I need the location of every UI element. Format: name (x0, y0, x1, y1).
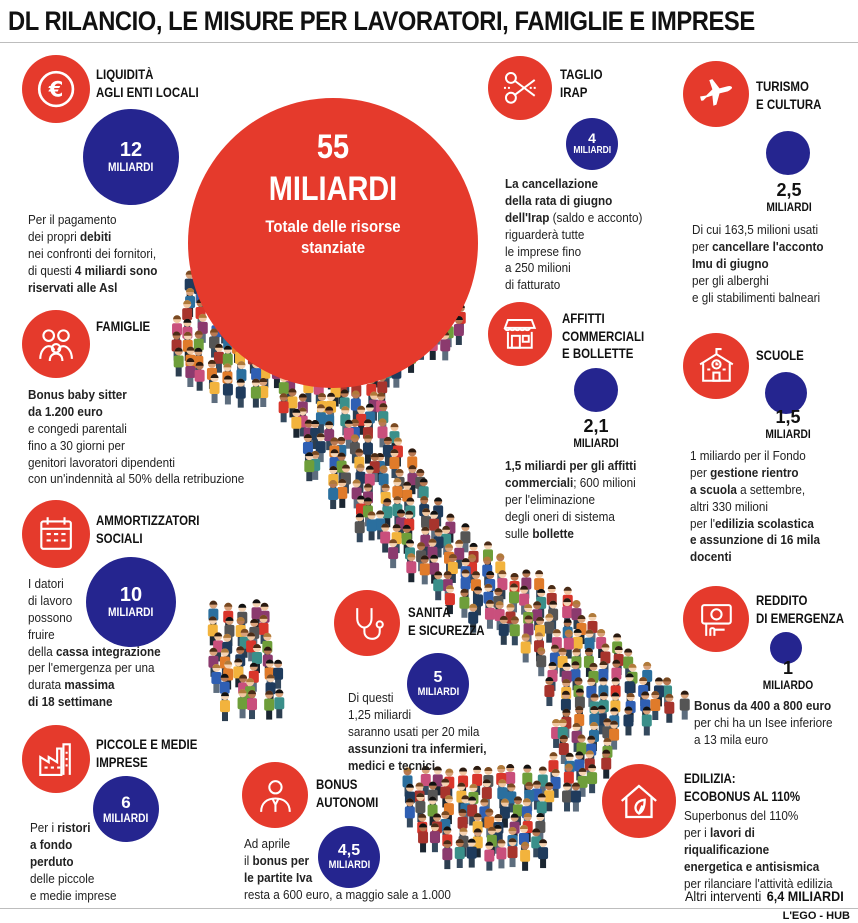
famiglie-title: FAMIGLIE (96, 319, 151, 334)
crowd-person (484, 842, 494, 871)
sanita-text: Di questi 1,25 miliardi saranno usati per 20 mila assunzioni tra infermieri, medici e tecnici (348, 690, 487, 773)
autonomi-title: BONUS AUTONOMI (316, 777, 379, 810)
crowd-person (650, 691, 660, 720)
crowd-person (609, 721, 619, 750)
svg-text:€: € (48, 76, 64, 102)
crowd-person (367, 511, 377, 540)
crowd-person (247, 690, 257, 719)
crowd-person (264, 691, 274, 720)
crowd-person (499, 616, 509, 645)
school-icon (683, 333, 749, 399)
reddito-text: Bonus da 400 a 800 euro per chi ha un Isee inferiore a 13 mila euro (694, 698, 833, 747)
pmi-amount-badge: 6 MILIARDI (93, 776, 159, 842)
crowd-person (355, 513, 365, 542)
crowd-person (495, 553, 505, 582)
pmi-text: Per i ristori a fondo perduto delle piccole e medie imprese (30, 820, 117, 903)
crowd-person (508, 838, 518, 867)
irap-title: TAGLIO IRAP (560, 67, 603, 100)
crowd-person (467, 796, 477, 825)
sanita-title: SANITÀ E SICUREZZA (408, 605, 485, 638)
reddito-amount: 1 MILIARDO (762, 658, 814, 692)
crowd-person (328, 480, 338, 509)
worker-icon (242, 762, 308, 828)
page-title: DL RILANCIO, LE MISURE PER LAVORATORI, FAMIGLIE E IMPRESE (8, 6, 755, 36)
turismo-text: Di cui 163,5 milioni usati per cancellare l'acconto Imu di giugno per gli alberghi e gli stabilimenti balneari (692, 222, 824, 305)
crowd-person (544, 677, 554, 706)
crowd-person (405, 798, 415, 827)
liquidita-text: Per il pagamento dei propri debiti nei confronti dei fornitori, di questi 4 miliardi sono riservati alle Asl (28, 212, 158, 295)
affitti-text: 1,5 miliardi per gli affitti commerciali; 600 milioni per l'eliminazione degli oneri di sistema sulle bollette (505, 458, 637, 541)
crowd-person (536, 647, 546, 676)
crowd-person (680, 691, 690, 720)
affitti-title: AFFITTI COMMERCIALI E BOLLETTE (562, 311, 645, 362)
crowd-person (485, 600, 495, 629)
crowd-person (185, 358, 195, 387)
turismo-amount-dot (766, 131, 810, 175)
crowd-person (601, 750, 611, 779)
crowd-person (562, 782, 572, 811)
turismo-title: TURISMO E CULTURA (756, 79, 822, 112)
crowd-person (388, 539, 398, 568)
crowd-person (433, 571, 443, 600)
crowd-person (521, 633, 531, 662)
crowd-person (623, 706, 633, 735)
irap-amount-badge: 4 MILIARDI (566, 118, 618, 170)
autonomi-text: Ad aprile il bonus per le partite Iva resta a 600 euro, a maggio sale a 1.000 (244, 836, 451, 902)
crowd-person (337, 479, 347, 508)
affitti-amount-dot (574, 368, 618, 412)
credit: L'EGO - HUB (782, 910, 850, 922)
total-description: Totale delle risorse stanziate (265, 217, 401, 258)
crowd-person (571, 783, 581, 812)
autonomi-amount-badge: 4,5 MILIARDI (318, 826, 380, 888)
leaf-house-icon (602, 764, 676, 838)
crowd-person (455, 839, 465, 868)
crowd-person (220, 692, 230, 721)
euro-icon (22, 55, 90, 123)
crowd-person (520, 842, 530, 871)
calendar-icon (22, 500, 90, 568)
turismo-amount: 2,5 MILIARDI (766, 180, 812, 214)
affitti-amount: 2,1 MILIARDI (573, 416, 619, 450)
pmi-title: PICCOLE E MEDIE IMPRESE (96, 737, 198, 770)
crowd-person (538, 839, 548, 868)
crowd-person (510, 616, 520, 645)
ammortizzatori-amount-badge: 10 MILIARDI (86, 557, 176, 647)
famiglie-text: Bonus baby sitter da 1.200 euro e congedi parentali fino a 30 giorni per genitori lavoratori dipendenti con un'indennità al 50% della retribuzione (28, 387, 245, 487)
crowd-person (238, 689, 248, 718)
total-circle (188, 98, 478, 388)
crowd-person (420, 555, 430, 584)
reddito-title: REDDITO DI EMERGENZA (756, 593, 844, 626)
stethoscope-icon (334, 590, 400, 656)
crowd-person (174, 347, 184, 376)
shop-icon (488, 302, 552, 366)
crowd-person (467, 839, 477, 868)
liquidita-amount-badge: 12 MILIARDI (83, 109, 179, 205)
altri-interventi: Altri interventi 6,4 MILIARDI (685, 888, 844, 904)
scissors-icon (488, 56, 552, 120)
crowd-person (587, 764, 597, 793)
edilizia-title: EDILIZIA: ECOBONUS AL 110% (684, 771, 801, 804)
sanita-amount-badge: 5 MILIARDI (407, 653, 469, 715)
total-unit: MILIARDI (268, 170, 398, 208)
scuole-amount: 1,5 MILIARDI (765, 407, 811, 441)
crowd-person (519, 825, 529, 854)
factory-icon (22, 725, 90, 793)
ammortizzatori-text: I datori di lavoro possono fruire della cassa integrazione per l'emergenza per una durata massima di 18 settimane (28, 576, 161, 710)
airplane-icon (683, 61, 749, 127)
crowd-person (548, 752, 558, 781)
liquidita-title: LIQUIDITÀ AGLI ENTI LOCALI (96, 67, 199, 100)
irap-text: La cancellazione della rata di giugno dell'Irap (saldo e acconto) riguarderà tutte le imprese fino a 250 milioni di fatturato (505, 176, 643, 293)
money-hand-icon (683, 586, 749, 652)
footer-divider (0, 908, 858, 909)
crowd-person (274, 689, 284, 718)
scuole-text: 1 miliardo per il Fondo per gestione rientro a scuola a settembre, altri 330 milioni per l'edilizia scolastica e assunzione di 16 mila docenti (690, 448, 821, 565)
crowd-person (496, 839, 506, 868)
scuole-title: SCUOLE (756, 348, 804, 363)
total-amount: 55 (316, 128, 350, 166)
crowd-person (664, 694, 674, 723)
crowd-person (406, 553, 416, 582)
family-icon (22, 310, 90, 378)
edilizia-text: Superbonus del 110% per i lavori di riqualificazione energetica e antisismica per rilanciare l'attività edilizia (684, 808, 833, 891)
ammortizzatori-title: AMMORTIZZATORI SOCIALI (96, 513, 200, 546)
crowd-person (642, 706, 652, 735)
crowd-person (279, 393, 289, 422)
